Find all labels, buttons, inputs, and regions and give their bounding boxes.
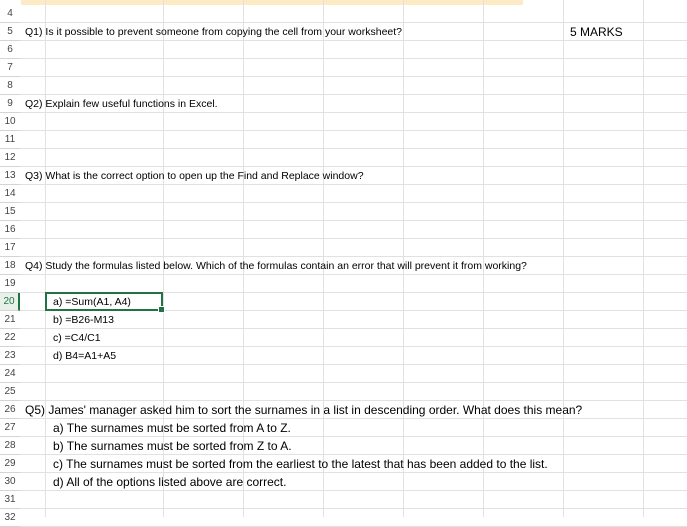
sheet-row[interactable]	[0, 185, 687, 203]
row-number[interactable]: 12	[0, 149, 20, 167]
cell-text: b) The surnames must be sorted from Z to A.	[53, 439, 292, 453]
sheet-row[interactable]	[0, 149, 687, 167]
row-number[interactable]: 32	[0, 509, 20, 527]
row-number[interactable]: 9	[0, 95, 20, 113]
cell-text: Q2) Explain few useful functions in Excel.	[25, 98, 218, 110]
cell-text: d) B4=A1+A5	[53, 350, 117, 362]
cell-text: a) =Sum(A1, A4)	[53, 296, 131, 308]
cell-text: Q5) James' manager asked him to sort the surnames in a list in descending order. What does this mean?	[25, 403, 583, 417]
row-number[interactable]: 20	[0, 293, 20, 311]
row-number[interactable]: 17	[0, 239, 20, 257]
row-number[interactable]: 24	[0, 365, 20, 383]
row-number[interactable]: 18	[0, 257, 20, 275]
sheet-row[interactable]	[0, 491, 687, 509]
row-number[interactable]: 21	[0, 311, 20, 329]
sheet-row[interactable]	[0, 347, 687, 365]
row-number[interactable]: 8	[0, 77, 20, 95]
sheet-row[interactable]	[0, 293, 687, 311]
row-number[interactable]: 23	[0, 347, 20, 365]
sheet-row[interactable]	[0, 221, 687, 239]
cell-text: Q1) Is it possible to prevent someone from copying the cell from your worksheet?	[25, 26, 403, 38]
sheet-row[interactable]	[0, 365, 687, 383]
sheet-row[interactable]	[0, 383, 687, 401]
row-number[interactable]: 5	[0, 23, 20, 41]
row-number[interactable]: 28	[0, 437, 20, 455]
sheet-row[interactable]	[0, 77, 687, 95]
sheet-row[interactable]	[0, 239, 687, 257]
row-number[interactable]: 27	[0, 419, 20, 437]
row-number[interactable]: 16	[0, 221, 20, 239]
row-number[interactable]: 25	[0, 383, 20, 401]
sheet-row[interactable]	[0, 23, 687, 41]
cell-text: b) =B26-M13	[53, 314, 114, 326]
row-number[interactable]: 14	[0, 185, 20, 203]
sheet-row[interactable]	[0, 41, 687, 59]
row-number[interactable]: 4	[0, 5, 20, 23]
marks-label: 5 MARKS	[570, 25, 623, 39]
row-number[interactable]: 15	[0, 203, 20, 221]
sheet-row[interactable]	[0, 437, 687, 455]
sheet-row[interactable]	[0, 203, 687, 221]
cell-text: d) All of the options listed above are correct.	[53, 475, 287, 489]
sheet-row[interactable]	[0, 5, 687, 23]
sheet-row[interactable]	[0, 419, 687, 437]
sheet-row[interactable]	[0, 113, 687, 131]
cell-text: c) The surnames must be sorted from the earliest to the latest that has been added to the list.	[53, 457, 548, 471]
row-number[interactable]: 22	[0, 329, 20, 347]
sheet-row[interactable]	[0, 167, 687, 185]
sheet-row[interactable]	[0, 257, 687, 275]
sheet-row[interactable]	[0, 59, 687, 77]
row-number[interactable]: 11	[0, 131, 20, 149]
sheet-row[interactable]	[0, 509, 687, 527]
sheet-row[interactable]	[0, 95, 687, 113]
sheet-row[interactable]	[0, 311, 687, 329]
sheet-row[interactable]	[0, 131, 687, 149]
row-number[interactable]: 26	[0, 401, 20, 419]
cell-text: a) The surnames must be sorted from A to Z.	[53, 421, 291, 435]
cell-text: Q4) Study the formulas listed below. Which of the formulas contain an error that will prevent it from working?	[25, 260, 527, 272]
sheet-row[interactable]	[0, 401, 687, 419]
row-number[interactable]: 30	[0, 473, 20, 491]
sheet-row[interactable]	[0, 455, 687, 473]
row-number[interactable]: 31	[0, 491, 20, 509]
row-number[interactable]: 13	[0, 167, 20, 185]
row-number[interactable]: 19	[0, 275, 20, 293]
cell-text: c) =C4/C1	[53, 332, 101, 344]
row-number[interactable]: 10	[0, 113, 20, 131]
row-number[interactable]: 7	[0, 59, 20, 77]
row-number[interactable]: 6	[0, 41, 20, 59]
row-number[interactable]: 29	[0, 455, 20, 473]
sheet-row[interactable]	[0, 473, 687, 491]
sheet-row[interactable]	[0, 275, 687, 293]
sheet-row[interactable]	[0, 329, 687, 347]
cell-text: Q3) What is the correct option to open up the Find and Replace window?	[25, 170, 364, 182]
